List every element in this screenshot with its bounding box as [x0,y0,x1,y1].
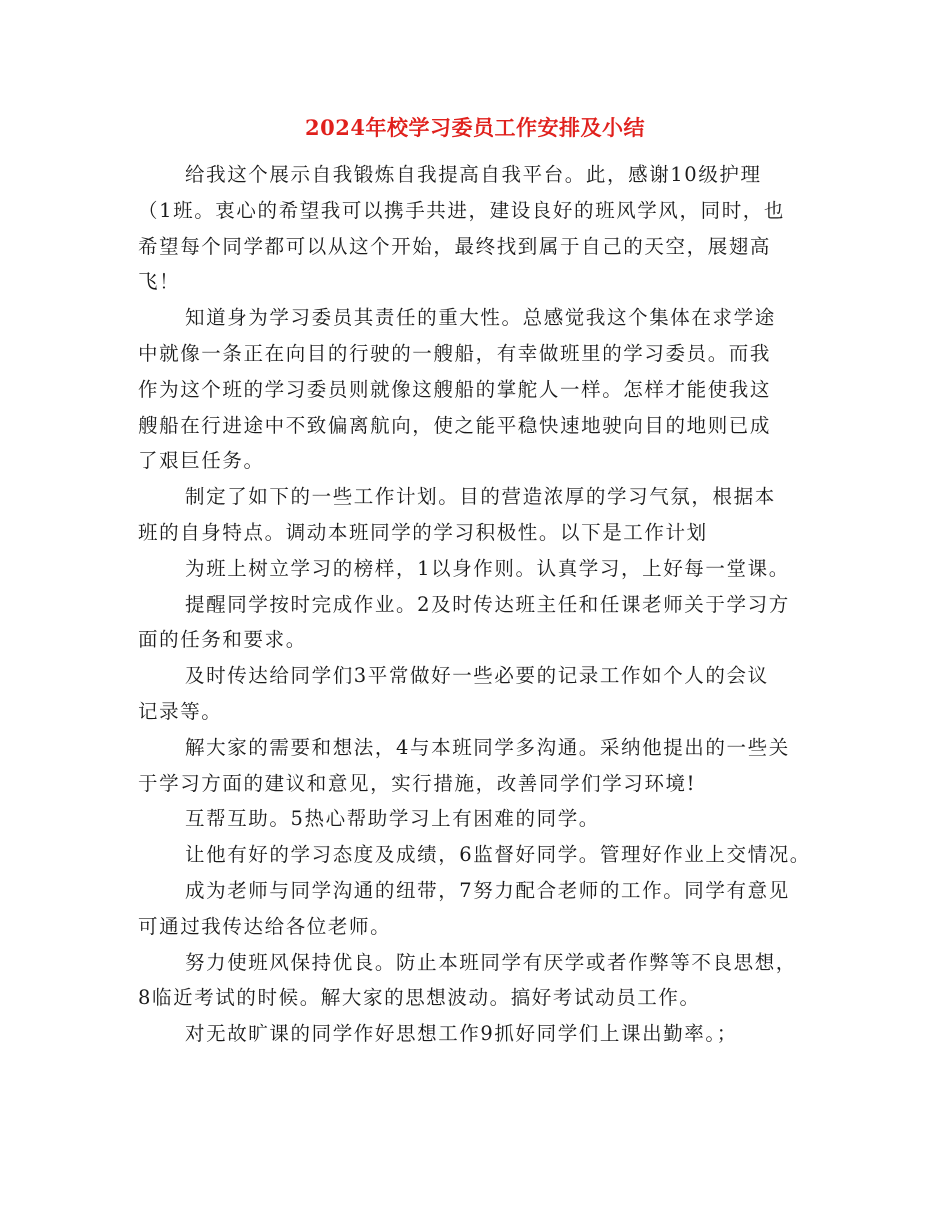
document-body [138,157,828,1052]
text-line: 努力使班风保持优良。防止本班同学有厌学或者作弊等不良思想， [185,950,797,974]
text-line: 于学习方面的建议和意见，实行措施，改善同学们学习环境! [138,771,697,795]
text-line: 班的自身特点。调动本班同学的学习积极性。以下是工作计划 [138,520,708,544]
text-line: 对无故旷课的同学作好思想工作9抓好同学们上课出勤率。； [185,1022,738,1046]
text-line: 8临近考试的时候。解大家的思想波动。搞好考试动员工作。 [138,986,701,1010]
text-line: 记录等。 [138,699,223,723]
text-line: 提醒同学按时完成作业。2及时传达班主任和任课老师关于学习方 [185,592,790,616]
text-line: 了艰巨任务。 [138,449,265,473]
text-line: 及时传达给同学们3平常做好一些必要的记录工作如个人的会议 [185,664,769,688]
text-line: 作为这个班的学习委员则就像这艘船的掌舵人一样。怎样才能使我这 [138,377,772,401]
text-line: 给我这个展示自我锻炼自我提高自我平台。此，感谢10级护理 [185,163,762,186]
text-line: （1班。衷心的希望我可以携手共进，建设良好的班风学风，同时，也 [138,198,786,222]
text-line: 解大家的需要和想法，4与本班同学多沟通。采纳他提出的一些关 [185,735,790,759]
text-line: 让他有好的学习态度及成绩，6监督好同学。管理好作业上交情况。 [185,843,811,867]
text-line: 成为老师与同学沟通的纽带，7努力配合老师的工作。同学有意见 [185,878,790,902]
document-title: 2024年校学习委员工作安排及小结 [305,115,645,140]
text-line: 中就像一条正在向目的行驶的一艘船，有幸做班里的学习委员。而我 [138,341,772,365]
text-line: 为班上树立学习的榜样，1以身作则。认真学习，上好每一堂课。 [185,556,790,580]
text-line: 面的任务和要求。 [138,628,307,652]
text-line: 希望每个同学都可以从这个开始，最终找到属于自己的天空，展翅高 [138,234,772,258]
text-line: 知道身为学习委员其责任的重大性。总感觉我这个集体在求学途 [185,306,776,330]
text-line: 飞！ [138,270,181,294]
text-line: 艘船在行进途中不致偏离航向，使之能平稳快速地驶向目的地则已成 [138,413,772,437]
text-line: 互帮互助。5热心帮助学习上有困难的同学。 [185,807,600,831]
text-line: 可通过我传达给各位老师。 [138,914,392,938]
text-line: 制定了如下的一些工作计划。目的营造浓厚的学习气氛，根据本 [185,485,776,509]
